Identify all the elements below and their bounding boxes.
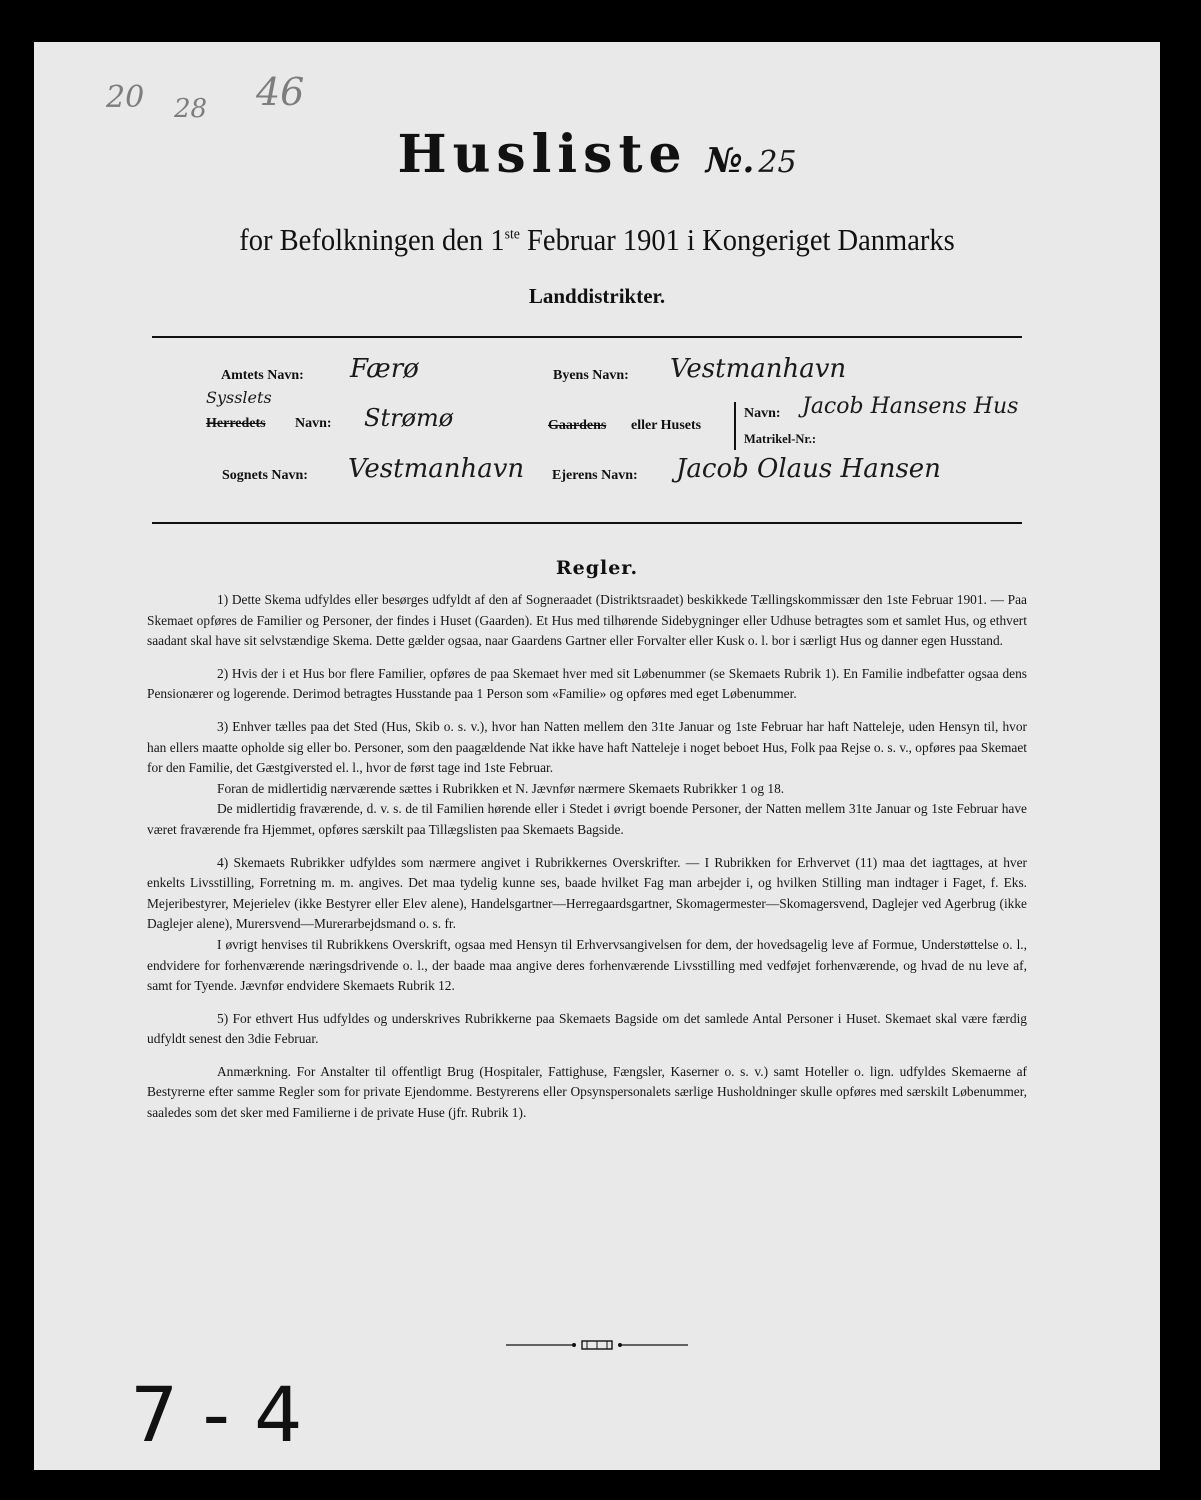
district-heading: Landdistrikter. (528, 284, 666, 308)
matrikel-label: Matrikel-Nr.: (744, 432, 817, 446)
bracket-rule (734, 402, 736, 450)
herred-prefix: Sysslets (206, 388, 272, 407)
hus-navn-label: Navn: (744, 406, 781, 421)
census-form-page (34, 42, 1160, 1470)
rule-3-absent: De midlertidig fraværende, d. v. s. de til Familien hørende eller i Stedet i øvrigt boende Personer, der Natten mellem 31te Januar og 1ste Februar have været fraværende fra Hjemmet, opføres særskilt paa Tillægslisten paa Skemaets Bagside. (147, 801, 1027, 837)
ornament-divider (502, 1338, 692, 1352)
byen-value: Vestmanhavn (670, 354, 847, 384)
rule-3-note-n: Foran de midlertidig nærværende sættes i Rubrikken et N. Jævnfør nærmere Skemaets Rubrikker 1 og 18. (217, 780, 785, 796)
bottom-rule (152, 522, 1022, 524)
number-label: №. (705, 141, 755, 181)
pencil-mark-3: 46 (256, 70, 305, 114)
byen-label: Byens Navn: (553, 368, 629, 383)
herred-label: Navn: (295, 416, 332, 431)
subtitle-sup: ste (504, 226, 520, 243)
amt-value: Færø (350, 354, 419, 384)
sogn-value: Vestmanhavn (348, 454, 525, 484)
house-number: 25 (758, 145, 797, 180)
page-title: Husliste (397, 124, 688, 185)
rule-1: 1) Dette Skema udfyldes eller besørges udfyldt af den af Sogneraadet (Distriktsraadet) beskikkede Tællingskommissær den 1ste Februar 1901. — Paa Skemaet opføres de Familier og Personer, der findes i Huset (Gaarden). Et Hus med tilhørende Sidebygninger eller Udhuse betragtes som et samlet Hus, og ethvert saadant skal have sit selvstændige Skema. Dette gælder ogsaa, naar Gaardens Gartner eller Forvalter eller Kusk o. l. bor i særligt Hus og danner egen Husstand. (147, 592, 1027, 649)
hus-navn-value: Jacob Hansens Hus (802, 394, 1019, 419)
top-rule (152, 336, 1022, 338)
title-block (34, 124, 1160, 185)
ejer-label: Ejerens Navn: (552, 468, 638, 483)
gaard-label: eller Husets (631, 418, 702, 433)
ejer-value: Jacob Olaus Hansen (676, 454, 941, 484)
rule-4-note: I øvrigt henvises til Rubrikkens Overskrift, ogsaa med Hensyn til Erhvervsangivelsen for dem, der hovedsagelig leve af Formue, Understøttelse o. l., endvidere for forhenværende næringsdrivende o. l., der baade maa angive deres forhenværende Livsstilling med vedføjet forhenværende, og hvad de nu leve af, samt for Tyende. Jævnfør endvidere Skemaets Rubrik 12. (147, 936, 1027, 994)
remark: Anmærkning. For Anstalter til offentligt Brug (Hospitaler, Fattighuse, Fængsler, Kaserner o. s. v.) samt Hoteller o. lign. udfyldes Skemaerne af Bestyrerne efter samme Regler som for private Ejendomme. Bestyrerens eller Opsynspersonalets særlige Husholdninger skulle opføres med særskilt Løbenummer, saaledes som det sker med Familierne i de private Huse (jfr. Rubrik 1). (147, 1063, 1027, 1121)
pencil-mark-1: 20 (106, 80, 145, 115)
rules-heading: Regler. (555, 557, 639, 579)
page-subtitle (79, 222, 1115, 258)
herred-value: Strømø (364, 404, 454, 432)
herred-struck-label: Herredets (206, 416, 266, 431)
archive-number: 7 - 4 (130, 1370, 303, 1459)
rule-5: 5) For ethvert Hus udfyldes og underskrives Rubrikkerne paa Skemaets Bagside om det samlede Antal Personer i Huset. Skemaet skal være færdig udfyldt senest den 3die Februar. (147, 1010, 1027, 1047)
pencil-mark-2: 28 (174, 94, 208, 124)
sogn-label: Sognets Navn: (222, 468, 308, 483)
rule-2: 2) Hvis der i et Hus bor flere Familier, opføres de paa Skemaet hver med sit Løbenummer (se Skemaets Rubrik 1). En Familie indbefatter ogsaa dens Pensionærer og logerende. Derimod betragtes Husstande paa 1 Person som «Familie» og opføres med eget Løbenummer. (147, 665, 1027, 702)
subtitle-text-2: Februar 1901 i Kongeriget Danmarks (519, 222, 955, 257)
gaard-struck-label: Gaardens (548, 418, 607, 433)
rule-3: 3) Enhver tælles paa det Sted (Hus, Skib o. s. v.), hvor han Natten mellem den 31te Januar og 1ste Februar har haft Natteleje, uden Hensyn til, hvor han ellers maatte opholde sig eller bo. Personer, som den paagældende Nat ikke have haft Natteleje i noget beboet Hus, Folk paa Rejse o. s. v., opføres paa Skemaet for den Familie, det Gæstgiversted el. l., hvor de først tage ind 1ste Februar. (147, 718, 1027, 776)
rule-4: 4) Skemaets Rubrikker udfyldes som nærmere angivet i Rubrikkernes Overskrifter. — I Rubrikken for Erhvervet (11) maa det iagttages, at hver enkelts Livsstilling, Forretning m. m. angives. Det maa tydelig kunne ses, baade hvilket Fag man arbejder i, og hvilken Stilling man indtager i Faget, f. Eks. Mejeribestyrer, Mejerielev (ikke Bestyrer eller Elev alene), Handelsgartner—Herregaardsgartner, Skomagermester—Skomagersvend, Daglejer ved Agerbrug (ikke Daglejer alene), Murersvend—Murerarbejdsmand o. s. fr. (147, 854, 1027, 932)
subtitle-text-1: for Befolkningen den 1 (239, 222, 505, 257)
amt-label: Amtets Navn: (221, 368, 304, 383)
rules-body (147, 590, 1027, 1136)
